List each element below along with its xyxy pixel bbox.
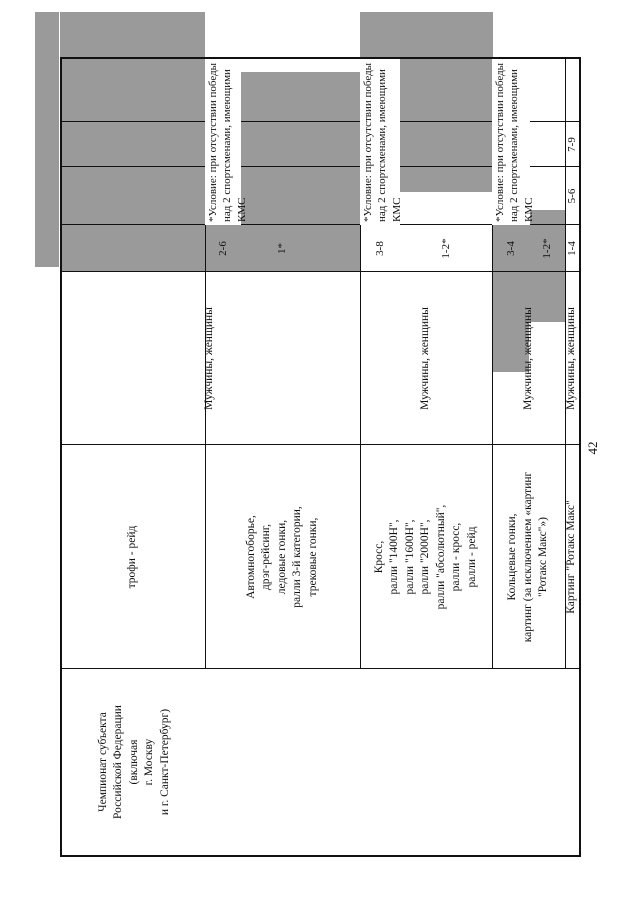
karting-rotax-category: Мужчины, женщины — [565, 307, 578, 410]
cross-rally-place-2: 3-8 — [373, 241, 386, 256]
karting-rotax-cell: Картинг "Ротакс Макс" — [565, 500, 578, 614]
page-number: 42 — [585, 441, 600, 455]
ring-racing-cell: Кольцевые гонки, картинг (за исключением «картинг "Ротакс Макс"») — [506, 471, 550, 643]
cross-rally-category: Мужчины, женщины — [419, 307, 432, 410]
auto-multi-place-1: 1* — [276, 243, 289, 254]
col-1-4: 1-4 — [565, 241, 578, 256]
auto-multi-condition: *Условие: при отсутствии победы над 2 спортсменами, имеющими КМС — [205, 59, 241, 225]
auto-multi-category: Мужчины, женщины — [203, 307, 216, 410]
table-border-left — [60, 855, 580, 857]
ring-racing-place-2: 3-4 — [504, 241, 517, 256]
table-border-bottom — [579, 57, 581, 857]
cross-rally-place-1: 1-2* — [439, 238, 452, 259]
region-label: Чемпионат субъекта Российской Федерации (включая г. Москву и г. Санкт-Петербург) — [96, 705, 171, 819]
shaded-cells-auto — [60, 12, 205, 272]
trophy-raid-cell: трофи - рейд — [125, 525, 138, 589]
region-cell — [62, 669, 207, 855]
col-5-6: 5-6 — [565, 188, 578, 204]
results-table — [60, 57, 580, 857]
auto-multi-place-2: 2-6 — [216, 241, 229, 256]
cross-rally-condition: *Условие: при отсутствии победы над 2 спортсменами, имеющими КМС — [360, 59, 400, 225]
auto-multi-cell: Автомногоборье, дрэг-рейсинг, ледовые гонки, ралли 3-й категории, трековые гонки, — [244, 506, 319, 608]
shaded-cells-trophy — [35, 12, 59, 267]
ring-racing-category: Мужчины, женщины — [521, 307, 534, 410]
col-7-9: 7-9 — [565, 137, 578, 152]
cross-rally-cell: Кросс, ралли "1400Н", ралли "1600Н", ралли "2000Н", ралли "абсолютный", ралли - кросс, ралли - рейд — [372, 504, 478, 610]
ring-racing-place-1: 1-2* — [541, 238, 554, 259]
ring-racing-condition: *Условие: при отсутствии победы над 2 спортсменами, имеющими КМС — [492, 59, 530, 225]
